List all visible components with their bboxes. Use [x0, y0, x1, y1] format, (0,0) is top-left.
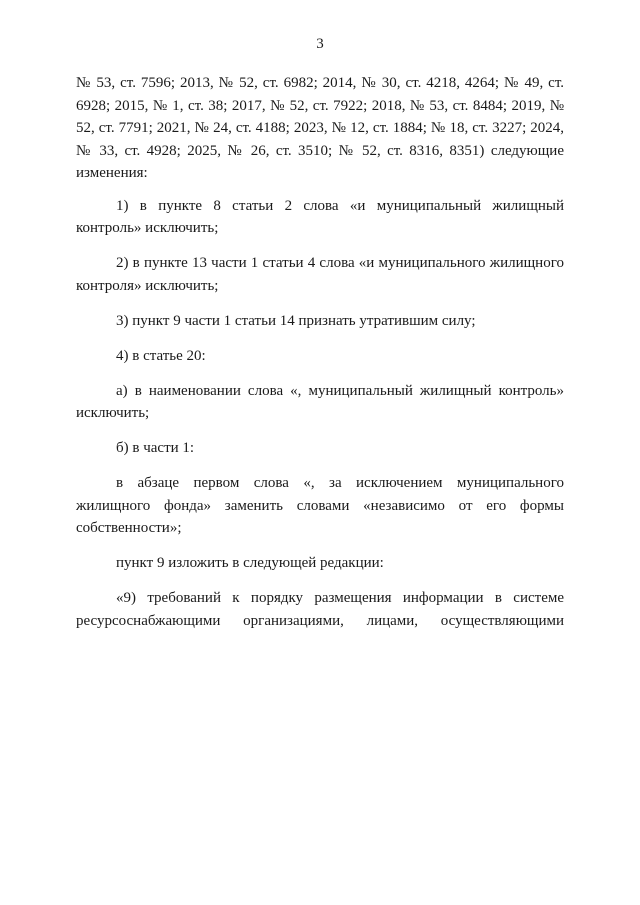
paragraph-item-4: 4) в статье 20:	[116, 347, 206, 364]
paragraph-references: № 53, ст. 7596; 2013, № 52, ст. 6982; 2014, № 30, ст. 4218, 4264; № 49, ст. 6928; 2015, № 1, ст. 38; 2017, № 52, ст. 7922; 2018, № 53, ст. 8484; 2019, № 52, ст. 7791; 2021, № 24, ст. 4188; 2023, № 12, ст. 1884; № 18, ст. 3227; 2024, № 33, ст. 4928; 2025, № 26, ст. 3510; № 52, ст. 8316, 8351) следующие изменения:	[76, 75, 564, 181]
paragraph-new-text: «9) требований к порядку размещения информации в системе ресурсоснабжающими организациями, лицами, осуществляющими	[76, 590, 564, 629]
paragraph-item-3: 3) пункт 9 части 1 статьи 14 признать утратившим силу;	[116, 312, 476, 329]
paragraph-subitem-a: а) в наименовании слова «, муниципальный жилищный контроль» исключить;	[76, 382, 564, 421]
paragraph-item-1: 1) в пункте 8 статьи 2 слова «и муниципальный жилищный контроль» исключить;	[76, 197, 564, 236]
document-body	[76, 72, 564, 645]
page-number: 3	[316, 36, 324, 52]
paragraph-subitem-b: б) в части 1:	[116, 440, 195, 456]
paragraph-point-9: пункт 9 изложить в следующей редакции:	[116, 555, 384, 571]
paragraph-first-abzac: в абзаце первом слова «, за исключением муниципального жилищного фонда» заменить словами «независимо от его формы собственности»;	[76, 475, 564, 536]
paragraph-item-2: 2) в пункте 13 части 1 статьи 4 слова «и муниципального жилищного контроля» исключить;	[76, 255, 564, 294]
